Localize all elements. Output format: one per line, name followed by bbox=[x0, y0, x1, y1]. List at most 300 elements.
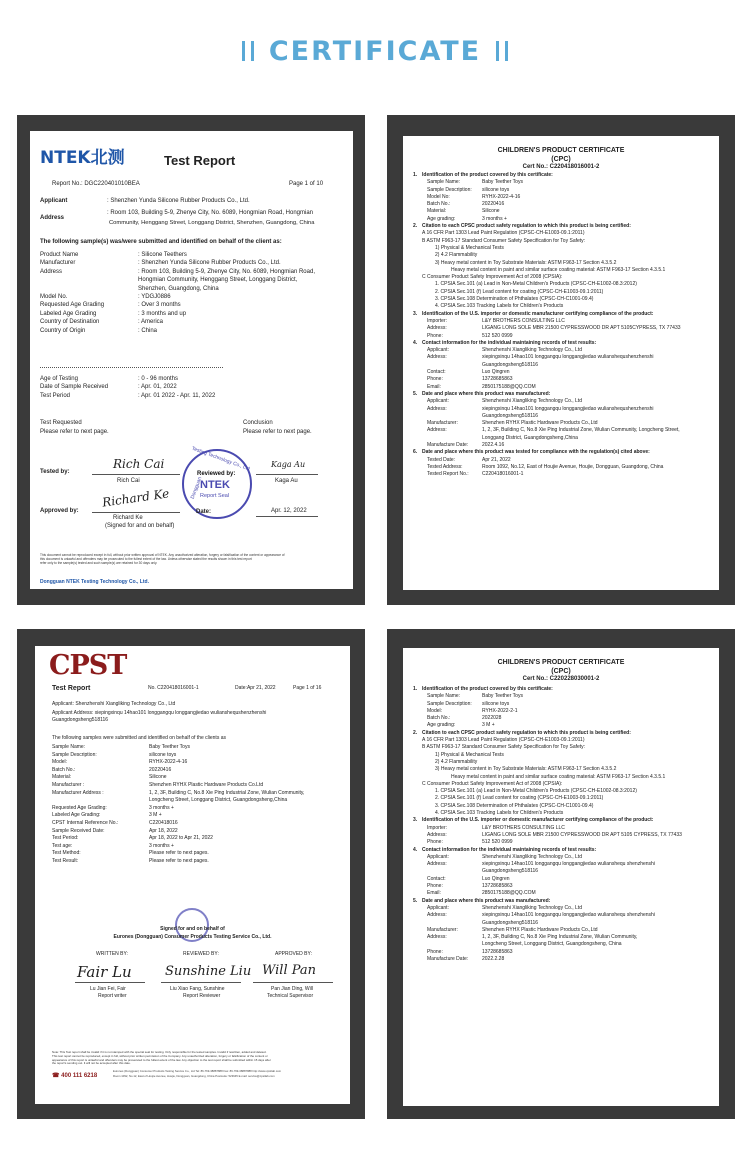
cpc-field-value: Baby Teether Toys bbox=[482, 693, 523, 700]
cpc-field-row bbox=[413, 854, 713, 861]
ntek-signature-richard: Richard Ke bbox=[101, 486, 171, 510]
cpc-field-row bbox=[413, 722, 713, 729]
cpst-note-2: This test report cannot be reproduced, except in full, without prior written permission of the Company. Any unauthorized alteration, forgery or falsification of the content or bbox=[52, 1053, 268, 1058]
cpc-field-value: 1, 2, 3F, Building C, No.8 Xie Ping Industrial Zone, Wulian Community, Longcheng Street, bbox=[482, 427, 680, 434]
cpc-field-value: Shenzhenshi Xiangliking Technology Co., Ltd bbox=[482, 398, 582, 405]
cpc-field-key: Email: bbox=[427, 890, 441, 897]
cpst-field-row bbox=[52, 744, 304, 752]
cpc-field-key: Model No: bbox=[427, 193, 450, 200]
cpst-r3: Technical Supervisor bbox=[267, 993, 314, 999]
cpc-section-number: 3. bbox=[413, 817, 418, 824]
cpst-note-1: Note: This Test report shall be invalid if it is not stamped with the special seal for testing. Only responsible for the tested samples. Invalid if rewritten, added and deleted. bbox=[52, 1050, 267, 1054]
cpc-section-title: Identification of the U.S. importer or domestic manufacturer certifying compliance of the product: bbox=[422, 310, 654, 317]
ntek-date-line bbox=[256, 516, 318, 517]
cpc-reg-c2: 2. CPSIA Sec.101 (f) Lead content for coating (CPSC-CH-E1003-09.1:2011) bbox=[435, 795, 604, 802]
ntek-report-no: Report No.: DGC220401010BEA bbox=[52, 181, 140, 187]
ntek-test-requested-note: Please refer to next page. bbox=[40, 429, 109, 435]
cpc-reg-b2: 2) 4.2 Flammability bbox=[435, 252, 478, 259]
cpc-field-row bbox=[413, 949, 713, 956]
cpst-field-key: Labeled Age Grading: bbox=[52, 812, 101, 819]
cpst-signature-fair: Fair Lu bbox=[77, 963, 132, 981]
ntek-applicant-label: Applicant bbox=[40, 198, 68, 204]
cpc-field-row bbox=[413, 442, 713, 449]
cpst-field-row bbox=[52, 843, 304, 851]
cpc-field-value: LIGANG LONG SOLE MBR 21500 CYPRESSWOOD DR APT 5105 CYPRESS, TX 77433 bbox=[482, 831, 682, 838]
seal-ring-text: Testing Technology Co., Ltd bbox=[190, 445, 251, 473]
ntek-page-no: Page 1 of 10 bbox=[289, 181, 324, 187]
cpst-note bbox=[52, 1051, 271, 1066]
cpc-section-heading bbox=[413, 311, 713, 318]
ntek-report-seal bbox=[182, 445, 252, 519]
cpst-fields bbox=[52, 744, 304, 866]
ntek-disclaimer-2: this document is unlawful and offenders may be prosecuted to the fullest extent of the law. Unless otherwise stated the results shown in this test report bbox=[40, 557, 252, 562]
cpc-field-row bbox=[413, 347, 713, 354]
cpc-field-value: 3 M + bbox=[482, 722, 495, 729]
cpc-field-row bbox=[413, 318, 713, 325]
cpc-section-title: Contact information for the individual maintaining records of test results: bbox=[422, 339, 597, 346]
ntek-date-label: Date: bbox=[196, 509, 212, 515]
ntek-dates bbox=[40, 375, 215, 400]
cpc-field-value: Shenzhen RYHX Plastic Hardware Products Co.,Ltd bbox=[482, 420, 598, 427]
cpc-field-value: 13728685863 bbox=[482, 883, 513, 890]
cpc-field-key: Applicant: bbox=[427, 398, 449, 405]
cpst-address-2: Guangdongsheng518116 bbox=[52, 717, 109, 723]
cpc-field-row bbox=[413, 457, 713, 464]
cpc-reg-c3: 3. CPSIA Sec.108 Determination of Phthalates (CPSC-CH-C1001-09.4) bbox=[435, 296, 594, 303]
cpc-field-row bbox=[413, 839, 713, 846]
cpst-field-value: 3 M + bbox=[149, 812, 162, 819]
cpst-field-value: Longcheng Street, Longgang District, Guangdongsheng,China bbox=[149, 797, 288, 804]
ntek-heading: Test Report bbox=[164, 153, 236, 168]
ntek-test-requested: Test Requested bbox=[40, 420, 82, 426]
cpc-field-key: Importer: bbox=[427, 824, 448, 831]
cpc-field-row bbox=[413, 934, 713, 941]
field-value: Hongmian Community, Henggang Street, Longgang District, bbox=[138, 277, 298, 284]
cpst-field-key: Manufacturer Address : bbox=[52, 789, 104, 796]
cpc-field-value: 512 520 0999 bbox=[482, 332, 513, 339]
cpc-field-row bbox=[413, 420, 713, 427]
cpc-field-key: Age grading: bbox=[427, 722, 456, 729]
cpc-section-heading bbox=[413, 847, 713, 854]
cpc-field-value: Luo Qingren bbox=[482, 875, 510, 882]
ntek-conclusion-note: Please refer to next page. bbox=[243, 429, 312, 435]
cpc-section-number: 4. bbox=[413, 846, 418, 853]
field-value: : 0 - 96 months bbox=[138, 376, 179, 382]
field-key: Date of Sample Received bbox=[40, 384, 109, 391]
field-value: Shenzhen, Guangdong, China bbox=[138, 285, 219, 292]
field-value: : Apr. 01, 2022 bbox=[138, 384, 177, 391]
cpc-field-value: 13728685863 bbox=[482, 376, 513, 383]
cpst-field-row bbox=[52, 782, 304, 790]
cpst-footer bbox=[113, 1069, 281, 1079]
cpst-field-row bbox=[52, 835, 304, 843]
field-key: Model No. bbox=[40, 294, 68, 301]
cpc-section-number: 2. bbox=[413, 729, 418, 736]
cpc-section-title: Contact information for the individual maintaining records of test results: bbox=[422, 846, 597, 853]
cpc-section-heading bbox=[413, 730, 713, 737]
cpst-address-1: Applicant Address: xiepingxinqu 14hao101 longgangqu longgangjiedao wulianshequshenzhenshi bbox=[52, 710, 267, 716]
cpc-field-key: Sample Description: bbox=[427, 186, 472, 193]
ntek-sign-line-3 bbox=[92, 512, 180, 513]
ntek-signature-kaga: Kaga Au bbox=[271, 460, 306, 469]
cpst-field-key: Test age: bbox=[52, 842, 73, 849]
cpc-field-row bbox=[413, 435, 713, 442]
cpc-section-title: Identification of the product covered by this certificate: bbox=[422, 686, 553, 692]
cpst-line-1 bbox=[75, 982, 145, 983]
cpc-field-key: Manufacturer: bbox=[427, 420, 458, 427]
ntek-approved-by: Approved by: bbox=[40, 508, 79, 514]
ntek-address-1: : Room 103, Building 5-9, Zhenye City, No. 6089, Hongmian Road, Hongmian bbox=[107, 210, 314, 216]
cpst-signed: Signed for and on behalf of bbox=[160, 926, 225, 932]
cpc-reg-c4: 4. CPSIA Sec.103 Tracking Labels for Children's Products bbox=[435, 303, 564, 310]
cpc-2-title: CHILDREN'S PRODUCT CERTIFICATE bbox=[497, 659, 625, 666]
certificate-frame-cpc-1 bbox=[387, 115, 735, 605]
cpc-field-value: 2850175188@QQ.COM bbox=[482, 890, 536, 897]
cpc-field-value: Baby Teether Toys bbox=[482, 179, 523, 186]
seal-ntek: NTEK bbox=[200, 479, 230, 491]
cpst-field-row bbox=[52, 767, 304, 775]
cpc-reg-c: C Consumer Product Safety Improvement Act of 2008 (CPSIA): bbox=[422, 274, 563, 281]
cpst-field-row bbox=[52, 790, 304, 798]
cpc-reg-c: C Consumer Product Safety Improvement Act of 2008 (CPSIA): bbox=[422, 780, 563, 787]
cpc-field-key: Contact: bbox=[427, 875, 446, 882]
cpst-field-value: 3 months + bbox=[149, 804, 174, 811]
cpc-field-key: Address: bbox=[427, 405, 447, 412]
field-key: Country of Destination bbox=[40, 319, 100, 326]
field-key bbox=[40, 276, 138, 284]
cpc-field-key: Phone: bbox=[427, 839, 443, 846]
cpc-field-value: xiepingxinqu 14hao101 longgangqu longgangjiedao wulianshequshenzhenshi bbox=[482, 354, 654, 361]
cpst-signature-will: Will Pan bbox=[262, 963, 317, 978]
ntek-logo: NTEK北测 bbox=[40, 148, 125, 168]
cpst-note-3: appearance of this report is unlawful and offenders may be prosecuted to the fullest extent of the law. Any objection to the test report shall be submitted within 15 days after bbox=[52, 1057, 271, 1062]
cpst-field-key: Manufacturer : bbox=[52, 781, 85, 788]
cpst-field-row bbox=[52, 850, 304, 858]
cpc-reg-a: A 16 CFR Part 1303 Lead Paint Regulation (CPSC-CH-E1003-09.1:2011) bbox=[422, 737, 585, 744]
cpc-field-key: Address: bbox=[427, 934, 447, 941]
cpst-field-value: 3 months + bbox=[149, 842, 174, 849]
cpc-field-value: Shenzhen RYHX Plastic Hardware Products Co.,Ltd bbox=[482, 926, 598, 933]
cpst-r2: Report Reviewer bbox=[183, 993, 221, 999]
cpc-section-number: 4. bbox=[413, 339, 418, 346]
cpc-field-key: Batch No.: bbox=[427, 715, 451, 722]
cpst-line-3 bbox=[253, 982, 333, 983]
cpst-field-row bbox=[52, 774, 304, 782]
cpst-field-value: Please refer to next pages. bbox=[149, 857, 209, 864]
cpc-field-key: Sample Name: bbox=[427, 693, 461, 700]
cpst-field-key: CPST Internal Reference No.: bbox=[52, 819, 119, 826]
field-key: Manufacturer bbox=[40, 260, 76, 267]
cpst-field-row bbox=[52, 812, 304, 820]
cpc-field-value: Guangdongsheng518116 bbox=[482, 412, 539, 419]
cpc-field-row bbox=[413, 384, 713, 391]
cpc-field-key: Phone: bbox=[427, 332, 443, 339]
ntek-sign-line-2 bbox=[256, 474, 318, 475]
ntek-disclaimer bbox=[40, 553, 285, 566]
cpst-field-key bbox=[52, 797, 149, 805]
cpc-2-sub: (CPC) bbox=[551, 668, 571, 675]
cpc-section-number: 5. bbox=[413, 390, 418, 397]
cpc-reg-b: B ASTM F963-17 Standard Consumer Safety Specification for Toy Safety: bbox=[422, 237, 586, 244]
cpc-field-row bbox=[413, 194, 713, 201]
cpst-phone-number: 400 111 6218 bbox=[61, 1073, 98, 1079]
field-value: : Apr. 01 2022 - Apr. 11, 2022 bbox=[138, 392, 216, 399]
field-row bbox=[40, 318, 315, 326]
cpc-reg-b3: 3) Heavy metal content in Toy Substrate Materials: ASTM F963-17 Section 4.3.5.2 bbox=[435, 259, 617, 266]
ntek-report-page bbox=[30, 131, 353, 589]
cpst-applicant: Applicant: Shenzhenshi Xiangliking Technology Co., Ltd bbox=[52, 701, 176, 707]
cpst-n1: Lu Jian Fei, Fair bbox=[90, 986, 126, 992]
cpc-field-key: Phone: bbox=[427, 883, 443, 890]
cpst-field-value: Silicone bbox=[149, 774, 167, 781]
cpc-section-title: Date and place where this product was manufactured: bbox=[422, 390, 551, 397]
seal-report-seal: Report Seal bbox=[200, 493, 230, 499]
cpc-1-sub: (CPC) bbox=[551, 156, 571, 163]
cpc-field-value: 20220416 bbox=[482, 201, 505, 208]
cpc-1-title: CHILDREN'S PRODUCT CERTIFICATE bbox=[497, 147, 625, 154]
cpst-field-key: Model: bbox=[52, 759, 68, 766]
cpst-n2: Liu Xiao Fang, Sunshine bbox=[170, 986, 225, 992]
ntek-applicant: : Shenzhen Yunda Silicone Rubber Products Co., Ltd. bbox=[107, 198, 250, 204]
cpc-field-value: 512 520 0999 bbox=[482, 839, 513, 846]
cpc-field-key: Manufacture Date: bbox=[427, 441, 469, 448]
cpc-2-body bbox=[413, 686, 713, 963]
cpc-field-value: L&Y BROTHERS CONSULTING LLC bbox=[482, 317, 565, 324]
cpc-section-heading bbox=[413, 340, 713, 347]
ntek-disclaimer-1: This document cannot be reproduced except in full, without prior written approval of NTEK. Any unauthorized alteration, forgery or falsification of the content or appearance of bbox=[40, 553, 285, 557]
cpc-section-heading bbox=[413, 898, 713, 905]
cpc-field-row bbox=[413, 927, 713, 934]
field-row bbox=[40, 268, 315, 276]
cpc-reg-a: A 16 CFR Part 1303 Lead Paint Regulation (CPSC-CH-E1003-09.1:2011) bbox=[422, 230, 585, 237]
cpc-field-key bbox=[427, 941, 482, 948]
field-value: : Room 103, Building 5-9, Zhenye City, No. 6089, Hongmian Road, bbox=[138, 268, 315, 275]
cpc-field-row bbox=[413, 201, 713, 208]
cpc-reg-b3: 3) Heavy metal content in Toy Substrate Materials: ASTM F963-17 Section 4.3.5.2 bbox=[435, 766, 617, 773]
cpc-field-key: Email: bbox=[427, 383, 441, 390]
ntek-divider bbox=[40, 367, 223, 368]
ntek-date: Apr. 12, 2022 bbox=[271, 508, 307, 514]
cpc-field-key: Phone: bbox=[427, 376, 443, 383]
cpc-field-value: 2022028 bbox=[482, 715, 502, 722]
cpst-field-row bbox=[52, 820, 304, 828]
cpst-field-key: Material: bbox=[52, 774, 72, 781]
cpst-field-value: Shenzhen RYHX Plastic Hardware Products Co.Ltd bbox=[149, 781, 264, 788]
cpc-section-title: Citation to each CPSC product safety regulation to which this product is being certified: bbox=[422, 223, 631, 230]
field-value: : 3 months and up bbox=[138, 310, 187, 317]
field-row bbox=[40, 293, 315, 301]
cpc-field-value: silicone toys bbox=[482, 700, 510, 707]
cpc-field-row bbox=[413, 427, 713, 434]
cpc-field-row bbox=[413, 464, 713, 471]
ntek-conclusion: Conclusion bbox=[243, 420, 273, 426]
cpc-reg-c3: 3. CPSIA Sec.108 Determination of Phthalates (CPSC-CH-C1001-09.4) bbox=[435, 802, 594, 809]
cpst-field-key: Test Result: bbox=[52, 857, 79, 864]
field-key: Age of Testing bbox=[40, 376, 78, 382]
cpst-field-value: silicone toys bbox=[149, 751, 177, 758]
cpc-field-key: Tested Address: bbox=[427, 463, 463, 470]
cpc-reg-c1: 1. CPSIA Sec.101 (a) Lead in Non-Metal Children's Products (CPSC-CH-E1002-08.3:2012) bbox=[435, 281, 637, 288]
cpst-n3: Pan Jian Ding, Will bbox=[271, 986, 313, 992]
cpst-phone: ☎ 400 111 6218 bbox=[52, 1073, 98, 1079]
cpc-field-key: Address: bbox=[427, 427, 447, 434]
cpst-line-2 bbox=[161, 982, 241, 983]
field-row bbox=[40, 301, 315, 309]
cpc-field-key: Sample Description: bbox=[427, 700, 472, 707]
cpc-section-title: Identification of the product covered by this certificate: bbox=[422, 172, 553, 178]
cpc-field-row bbox=[413, 825, 713, 832]
cpc-field-value: RYHX-2022-4-16 bbox=[482, 193, 521, 200]
cpc-field-row bbox=[413, 920, 713, 927]
certificate-frame-ntek bbox=[17, 115, 365, 605]
cpc-field-row bbox=[413, 187, 713, 194]
field-row bbox=[40, 375, 215, 383]
cpc-field-key: Address: bbox=[427, 831, 447, 838]
cpc-section-number: 6. bbox=[413, 449, 418, 456]
cpc-section-number: 1. bbox=[413, 172, 418, 178]
ntek-name-richard: Richard Ke bbox=[113, 515, 143, 521]
cpc-field-row bbox=[413, 693, 713, 700]
field-key: Country of Origin bbox=[40, 327, 86, 334]
cpc-field-value: xiepingxinqu 14hao101 longgangqu longgangjiedao wulianshequshenzhenshi bbox=[482, 405, 654, 412]
cpc-reg-b1: 1) Physical & Mechanical Tests bbox=[435, 244, 504, 251]
cpc-field-key: Batch No.: bbox=[427, 201, 451, 208]
field-row bbox=[40, 259, 315, 267]
cpc-field-row bbox=[413, 376, 713, 383]
cpc-field-value: Luo Qingren bbox=[482, 369, 510, 376]
seal-reviewed-by: Reviewed by: bbox=[197, 471, 236, 477]
cpst-approved-by: APPROVED BY: bbox=[275, 951, 312, 957]
cpc-section-number: 2. bbox=[413, 223, 418, 230]
cpc-field-row bbox=[413, 715, 713, 722]
cpc-section-number: 5. bbox=[413, 897, 418, 904]
field-value: : Silicone Teethers bbox=[138, 252, 187, 258]
cpc-field-key: Address: bbox=[427, 861, 447, 868]
cpc-field-row bbox=[413, 876, 713, 883]
ntek-footer: Dongguan NTEK Testing Technology Co., Ltd. bbox=[40, 579, 149, 585]
cpc-field-row bbox=[413, 708, 713, 715]
cpc-field-value: 2022.4.16 bbox=[482, 441, 505, 448]
field-key bbox=[40, 285, 138, 293]
field-row bbox=[40, 251, 315, 259]
cpst-field-row bbox=[52, 759, 304, 767]
cpc-field-value: 1, 2, 3F, Building C, No.8 Xie Ping Industrial Zone, Wulian Community, bbox=[482, 934, 638, 941]
cpc-field-value: 2850175188@QQ.COM bbox=[482, 383, 536, 390]
field-value: : YDGJ0886 bbox=[138, 294, 171, 301]
cpc-1-body bbox=[413, 172, 713, 478]
cpc-field-key bbox=[427, 868, 482, 875]
cpc-section-title: Date and place where this product was tested for compliance with the regulation(s) cited above: bbox=[422, 449, 650, 456]
field-value: : America bbox=[138, 319, 164, 326]
cpc-field-row bbox=[413, 369, 713, 376]
cpc-field-row bbox=[413, 956, 713, 963]
cpc-field-value: L&Y BROTHERS CONSULTING LLC bbox=[482, 824, 565, 831]
cpc-field-value: Room 1092, No.12, East of Houjie Avenue, Houjie, Dongguan, Guangdong, China bbox=[482, 463, 664, 470]
certificate-frame-cpc-2 bbox=[387, 629, 735, 1119]
ntek-signature-rich: Rich Cai bbox=[113, 457, 165, 471]
seal-left-text: Dongguan bbox=[189, 476, 204, 500]
cpc-field-key: Address: bbox=[427, 354, 447, 361]
cpc-field-row bbox=[413, 398, 713, 405]
cpst-page: Page 1 of 16 bbox=[293, 685, 322, 691]
cpc-section-number: 3. bbox=[413, 310, 418, 317]
cpc-reg-c1: 1. CPSIA Sec.101 (a) Lead in Non-Metal Children's Products (CPSC-CH-E1002-08.3:2012) bbox=[435, 788, 637, 795]
field-key: Test Period bbox=[40, 392, 71, 399]
cpc-reg-b: B ASTM F963-17 Standard Consumer Safety Specification for Toy Safety: bbox=[422, 744, 586, 751]
ntek-address-2: Community, Henggang Street, Longgang District, Shenzhen, Guangdong, China bbox=[109, 220, 315, 226]
cpst-field-row bbox=[52, 858, 304, 866]
cpc-field-row bbox=[413, 406, 713, 413]
cpst-date: Date:Apr 21, 2022 bbox=[235, 685, 276, 691]
cpst-reviewed-by: REVIEWED BY: bbox=[183, 951, 219, 957]
cpc-field-key bbox=[427, 920, 482, 927]
field-key: Requested Age Grading bbox=[40, 302, 105, 309]
cpc-section-heading bbox=[413, 391, 713, 398]
cpc-2-cert-no: Cert No.: C220228030001-2 bbox=[522, 676, 600, 682]
cpst-field-key: Sample Description: bbox=[52, 751, 97, 758]
cpc-field-value: 3 months + bbox=[482, 215, 507, 222]
cpc-field-key bbox=[427, 413, 482, 420]
cpst-field-value: Baby Teether Toys bbox=[149, 744, 190, 750]
cpc-field-row bbox=[413, 890, 713, 897]
cpc-field-value: Shenzhenshi Xiangliking Technology Co., Ltd bbox=[482, 347, 582, 354]
cpc-section-heading bbox=[413, 817, 713, 824]
cpc-field-key: Age grading: bbox=[427, 215, 456, 222]
cpst-intro: The following samples were submitted and identified on behalf of the clients as bbox=[52, 735, 226, 741]
cpc-field-row bbox=[413, 354, 713, 361]
cpst-field-key: Batch No.: bbox=[52, 766, 76, 773]
cpst-field-row bbox=[52, 828, 304, 836]
ntek-disclaimer-3: refer only to the sample(s) tested and such sample(s) are retained for 30 days only. bbox=[40, 561, 158, 566]
cpst-field-value: RYHX-2022-4-16 bbox=[149, 759, 188, 766]
field-key: Address bbox=[40, 268, 63, 275]
cpc-field-row bbox=[413, 208, 713, 215]
field-value: : Shenzhen Yunda Silicone Rubber Products Co., Ltd. bbox=[138, 260, 281, 267]
field-row bbox=[40, 276, 315, 284]
cpc-field-key: Applicant: bbox=[427, 347, 449, 354]
cpst-company: Eurones (Dongguan) Consumer Products Testing Service Co., Ltd. bbox=[113, 934, 272, 940]
cpst-field-value: 20220416 bbox=[149, 766, 172, 773]
ntek-intro: The following sample(s) was/were submitted and identified on behalf of the client as: bbox=[40, 239, 282, 245]
cpc-field-value: xiepingxinqu 14hao101 longgangqu longgangjiedao wulianshequ shenzhenshi bbox=[482, 861, 655, 868]
cpc-field-value: Shenzhenshi Xiangliking Technology Co., Ltd bbox=[482, 904, 582, 911]
cpc-section-heading bbox=[413, 223, 713, 230]
field-key: Labeled Age Grading bbox=[40, 310, 97, 317]
cpst-no: No. C220418016001-1 bbox=[148, 685, 199, 691]
cpc-field-key: Address: bbox=[427, 912, 447, 919]
cpst-field-key: Requested Age Grading: bbox=[52, 804, 107, 811]
certificate-frame-cpst bbox=[17, 629, 365, 1119]
cpc-field-key: Sample Name: bbox=[427, 179, 461, 186]
cpc-field-key: Contact: bbox=[427, 369, 446, 376]
cpc-section-title: Identification of the U.S. importer or domestic manufacturer certifying compliance of the product: bbox=[422, 817, 654, 824]
field-key: Product Name bbox=[40, 252, 79, 258]
cpst-field-value: Apr 18, 2022 bbox=[149, 827, 178, 834]
cpc-field-row bbox=[413, 701, 713, 708]
cpc-field-value: Guangdongsheng518116 bbox=[482, 919, 539, 926]
cpst-written-by: WRITTEN BY: bbox=[96, 951, 128, 957]
cpst-field-value: Please refer to next pages. bbox=[149, 850, 209, 857]
cpc-field-row bbox=[413, 413, 713, 420]
cpc-field-row bbox=[413, 883, 713, 890]
cpc-section-heading bbox=[413, 449, 713, 456]
page-title: CERTIFICATE bbox=[0, 36, 750, 67]
cpst-field-value: 1, 2, 3F, Building C, No.8 Xie Ping Industrial Zone, Wulian Community, bbox=[149, 789, 305, 796]
cpst-field-key: Sample Received Date: bbox=[52, 827, 105, 834]
cpc-field-row bbox=[413, 912, 713, 919]
cpc-field-row bbox=[413, 333, 713, 340]
cpc-field-row bbox=[413, 471, 713, 478]
